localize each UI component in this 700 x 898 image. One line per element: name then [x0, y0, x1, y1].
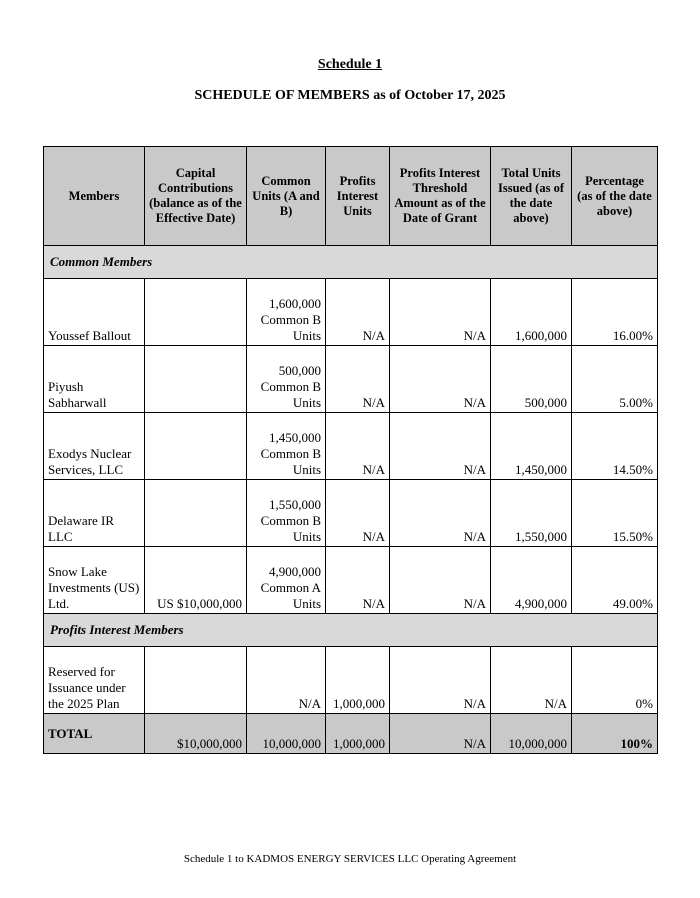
- total-units-cell: 1,550,000: [491, 480, 572, 547]
- total-units-cell: 1,450,000: [491, 413, 572, 480]
- header-row: [44, 147, 658, 246]
- total-units-cell: 500,000: [491, 346, 572, 413]
- schedule-title: Schedule 1: [317, 57, 383, 72]
- percentage-cell: 49.00%: [572, 547, 658, 614]
- percentage-cell: 16.00%: [572, 279, 658, 346]
- capital-cell: [145, 346, 247, 413]
- common-units-cell: N/A: [247, 647, 326, 714]
- member-name: Exodys Nuclear Services, LLC: [44, 413, 145, 480]
- threshold-cell: N/A: [390, 647, 491, 714]
- common-units-cell: 1,550,000 Common B Units: [247, 480, 326, 547]
- member-name: Reserved for Issuance under the 2025 Plan: [44, 647, 145, 714]
- capital-cell: [145, 413, 247, 480]
- total-threshold: N/A: [390, 714, 491, 754]
- total-capital: $10,000,000: [145, 714, 247, 754]
- member-name: Piyush Sabharwall: [44, 346, 145, 413]
- common-units-cell: 500,000 Common B Units: [247, 346, 326, 413]
- table-row: [44, 547, 658, 614]
- member-name: Delaware IR LLC: [44, 480, 145, 547]
- profits-units-cell: N/A: [326, 346, 390, 413]
- threshold-cell: N/A: [390, 547, 491, 614]
- threshold-cell: N/A: [390, 346, 491, 413]
- common-units-cell: 1,600,000 Common B Units: [247, 279, 326, 346]
- percentage-cell: 14.50%: [572, 413, 658, 480]
- common-units-cell: 4,900,000 Common A Units: [247, 547, 326, 614]
- capital-cell: US $10,000,000: [145, 547, 247, 614]
- section-label: Profits Interest Members: [44, 614, 658, 647]
- capital-cell: [145, 279, 247, 346]
- total-units-issued: 10,000,000: [491, 714, 572, 754]
- threshold-cell: N/A: [390, 413, 491, 480]
- percentage-cell: 15.50%: [572, 480, 658, 547]
- common-units-cell: 1,450,000 Common B Units: [247, 413, 326, 480]
- header-profits-units: Profits Interest Units: [326, 147, 390, 246]
- schedule-subtitle: SCHEDULE OF MEMBERS as of October 17, 2025: [194, 88, 506, 103]
- header-total-units: Total Units Issued (as of the date above): [491, 147, 572, 246]
- profits-units-cell: N/A: [326, 413, 390, 480]
- total-percentage: 100%: [572, 714, 658, 754]
- capital-cell: [145, 480, 247, 547]
- profits-units-cell: 1,000,000: [326, 647, 390, 714]
- section-common-members: [44, 246, 658, 279]
- section-label: Common Members: [44, 246, 658, 279]
- table-row: [44, 346, 658, 413]
- member-name: Youssef Ballout: [44, 279, 145, 346]
- member-name: Snow Lake Investments (US) Ltd.: [44, 547, 145, 614]
- header-capital: Capital Contributions (balance as of the Effective Date): [145, 147, 247, 246]
- table-row: [44, 413, 658, 480]
- header-percentage: Percentage (as of the date above): [572, 147, 658, 246]
- total-units-cell: 4,900,000: [491, 547, 572, 614]
- total-units-cell: N/A: [491, 647, 572, 714]
- total-profits-units: 1,000,000: [326, 714, 390, 754]
- threshold-cell: N/A: [390, 279, 491, 346]
- profits-units-cell: N/A: [326, 480, 390, 547]
- header-threshold: Profits Interest Threshold Amount as of the Date of Grant: [390, 147, 491, 246]
- profits-units-cell: N/A: [326, 279, 390, 346]
- total-label: TOTAL: [44, 714, 145, 754]
- header-members: Members: [44, 147, 145, 246]
- header-common-units: Common Units (A and B): [247, 147, 326, 246]
- table-row: [44, 279, 658, 346]
- table-row: [44, 480, 658, 547]
- percentage-cell: 5.00%: [572, 346, 658, 413]
- threshold-cell: N/A: [390, 480, 491, 547]
- members-table: [43, 146, 658, 754]
- profits-units-cell: N/A: [326, 547, 390, 614]
- percentage-cell: 0%: [572, 647, 658, 714]
- section-profits-interest-members: [44, 614, 658, 647]
- total-common-units: 10,000,000: [247, 714, 326, 754]
- page-footer: Schedule 1 to KADMOS ENERGY SERVICES LLC Operating Agreement: [183, 853, 517, 865]
- total-row: [44, 714, 658, 754]
- total-units-cell: 1,600,000: [491, 279, 572, 346]
- capital-cell: [145, 647, 247, 714]
- table-row: [44, 647, 658, 714]
